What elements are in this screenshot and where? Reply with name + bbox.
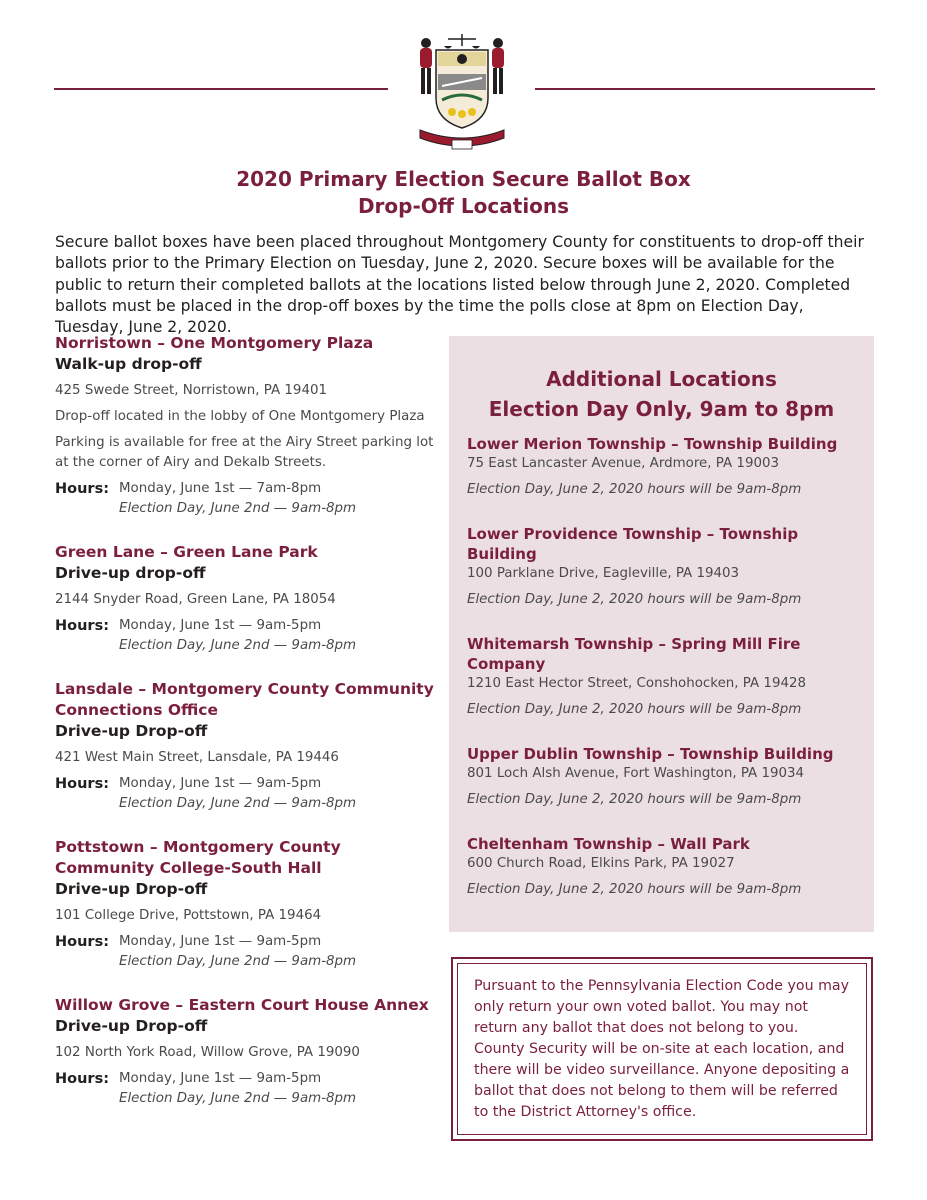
hours-monday: Monday, June 1st — 7am-8pm	[119, 481, 322, 496]
location-type: Walk-up drop-off	[55, 355, 202, 373]
additional-location-name: Whitemarsh Township – Spring Mill Fire Company	[467, 635, 801, 673]
hours-election-day: Election Day, June 2nd — 9am-8pm	[119, 501, 357, 516]
location-pottstown	[55, 837, 435, 972]
location-type: Drive-up Drop-off	[55, 880, 208, 898]
location-name: Lansdale – Montgomery County Community Connections Office	[55, 680, 434, 719]
additional-location-address: 75 East Lancaster Avenue, Ardmore, PA 19003	[467, 456, 780, 471]
additional-locations-panel	[449, 336, 874, 932]
primary-locations-list	[55, 333, 435, 1132]
location-name: Pottstown – Montgomery County Community College-South Hall	[55, 838, 341, 877]
location-address: 2144 Snyder Road, Green Lane, PA 18054	[55, 592, 336, 607]
additional-location-name: Lower Providence Township – Township Building	[467, 525, 799, 563]
location-hours	[55, 616, 435, 656]
hours-label: Hours:	[55, 618, 109, 634]
additional-location-hours: Election Day, June 2, 2020 hours will be 9am-8pm	[467, 482, 802, 497]
additional-location-address: 1210 East Hector Street, Conshohocken, PA 19428	[467, 676, 807, 691]
location-name: Norristown – One Montgomery Plaza	[55, 334, 374, 352]
location-address: 102 North York Road, Willow Grove, PA 19090	[55, 1045, 360, 1060]
hours-monday: Monday, June 1st — 9am-5pm	[119, 934, 322, 949]
additional-location-address: 801 Loch Alsh Avenue, Fort Washington, PA 19034	[467, 766, 805, 781]
legal-notice-text: Pursuant to the Pennsylvania Election Code you may only return your own voted ballot. You may not return any ballot that does not belong to you. County Security will be on-site at each location, and there will be video surveillance. Anyone depositing a ballot that does not belong to them will be referred to the District Attorney's office.	[474, 978, 850, 1120]
legal-notice-box	[451, 957, 873, 1141]
additional-title-line-2: Election Day Only, 9am to 8pm	[488, 397, 835, 421]
page-title-line-2: Drop-Off Locations	[357, 194, 570, 218]
additional-locations-title	[449, 364, 874, 424]
location-address: 421 West Main Street, Lansdale, PA 19446	[55, 750, 339, 765]
additional-location-address: 600 Church Road, Elkins Park, PA 19027	[467, 856, 735, 871]
location-note: Parking is available for free at the Airy Street parking lot at the corner of Airy and Dekalb Streets.	[55, 435, 434, 470]
location-norristown	[55, 333, 435, 519]
additional-location-hours: Election Day, June 2, 2020 hours will be 9am-8pm	[467, 702, 802, 717]
hours-monday: Monday, June 1st — 9am-5pm	[119, 776, 322, 791]
intro-paragraph: Secure ballot boxes have been placed throughout Montgomery County for constituents to drop-off their ballots prior to the Primary Election on Tuesday, June 2, 2020. Secure boxes will be available for the public to return their completed ballots at the locations listed below through June 2, 2020. Completed ballots must be placed in the drop-off boxes by the time the polls close at 8pm on Election Day, Tuesday, June 2, 2020.	[55, 233, 864, 337]
hours-election-day: Election Day, June 2nd — 9am-8pm	[119, 796, 357, 811]
additional-location-name: Lower Merion Township – Township Building	[467, 435, 838, 453]
additional-location-item	[467, 634, 856, 720]
additional-location-hours: Election Day, June 2, 2020 hours will be 9am-8pm	[467, 792, 802, 807]
page-title	[0, 166, 927, 220]
additional-location-item	[467, 434, 856, 500]
additional-location-address: 100 Parklane Drive, Eagleville, PA 19403	[467, 566, 740, 581]
additional-title-line-1: Additional Locations	[546, 367, 777, 391]
location-hours	[55, 774, 435, 814]
location-willow-grove	[55, 995, 435, 1109]
location-name: Green Lane – Green Lane Park	[55, 543, 318, 561]
hours-election-day: Election Day, June 2nd — 9am-8pm	[119, 1091, 357, 1106]
additional-location-name: Cheltenham Township – Wall Park	[467, 835, 750, 853]
location-hours	[55, 932, 435, 972]
hours-election-day: Election Day, June 2nd — 9am-8pm	[119, 954, 357, 969]
additional-location-item	[467, 744, 856, 810]
location-type: Drive-up Drop-off	[55, 1017, 208, 1035]
header-rule-right	[535, 88, 875, 90]
additional-location-item	[467, 834, 856, 900]
location-name: Willow Grove – Eastern Court House Annex	[55, 996, 429, 1014]
location-hours	[55, 479, 435, 519]
page-title-line-1: 2020 Primary Election Secure Ballot Box	[236, 167, 691, 191]
location-address: 425 Swede Street, Norristown, PA 19401	[55, 383, 328, 398]
hours-monday: Monday, June 1st — 9am-5pm	[119, 618, 322, 633]
hours-label: Hours:	[55, 481, 109, 497]
location-green-lane	[55, 542, 435, 656]
additional-location-hours: Election Day, June 2, 2020 hours will be 9am-8pm	[467, 592, 802, 607]
location-type: Drive-up drop-off	[55, 564, 206, 582]
location-address: 101 College Drive, Pottstown, PA 19464	[55, 908, 322, 923]
location-note: Drop-off located in the lobby of One Montgomery Plaza	[55, 409, 425, 424]
location-lansdale	[55, 679, 435, 814]
hours-label: Hours:	[55, 1071, 109, 1087]
hours-monday: Monday, June 1st — 9am-5pm	[119, 1071, 322, 1086]
additional-location-item	[467, 524, 856, 610]
county-seal-icon	[412, 28, 512, 154]
location-type: Drive-up Drop-off	[55, 722, 208, 740]
hours-label: Hours:	[55, 776, 109, 792]
additional-location-hours: Election Day, June 2, 2020 hours will be 9am-8pm	[467, 882, 802, 897]
hours-label: Hours:	[55, 934, 109, 950]
hours-election-day: Election Day, June 2nd — 9am-8pm	[119, 638, 357, 653]
header-rule-left	[54, 88, 388, 90]
additional-location-name: Upper Dublin Township – Township Building	[467, 745, 834, 763]
location-hours	[55, 1069, 435, 1109]
